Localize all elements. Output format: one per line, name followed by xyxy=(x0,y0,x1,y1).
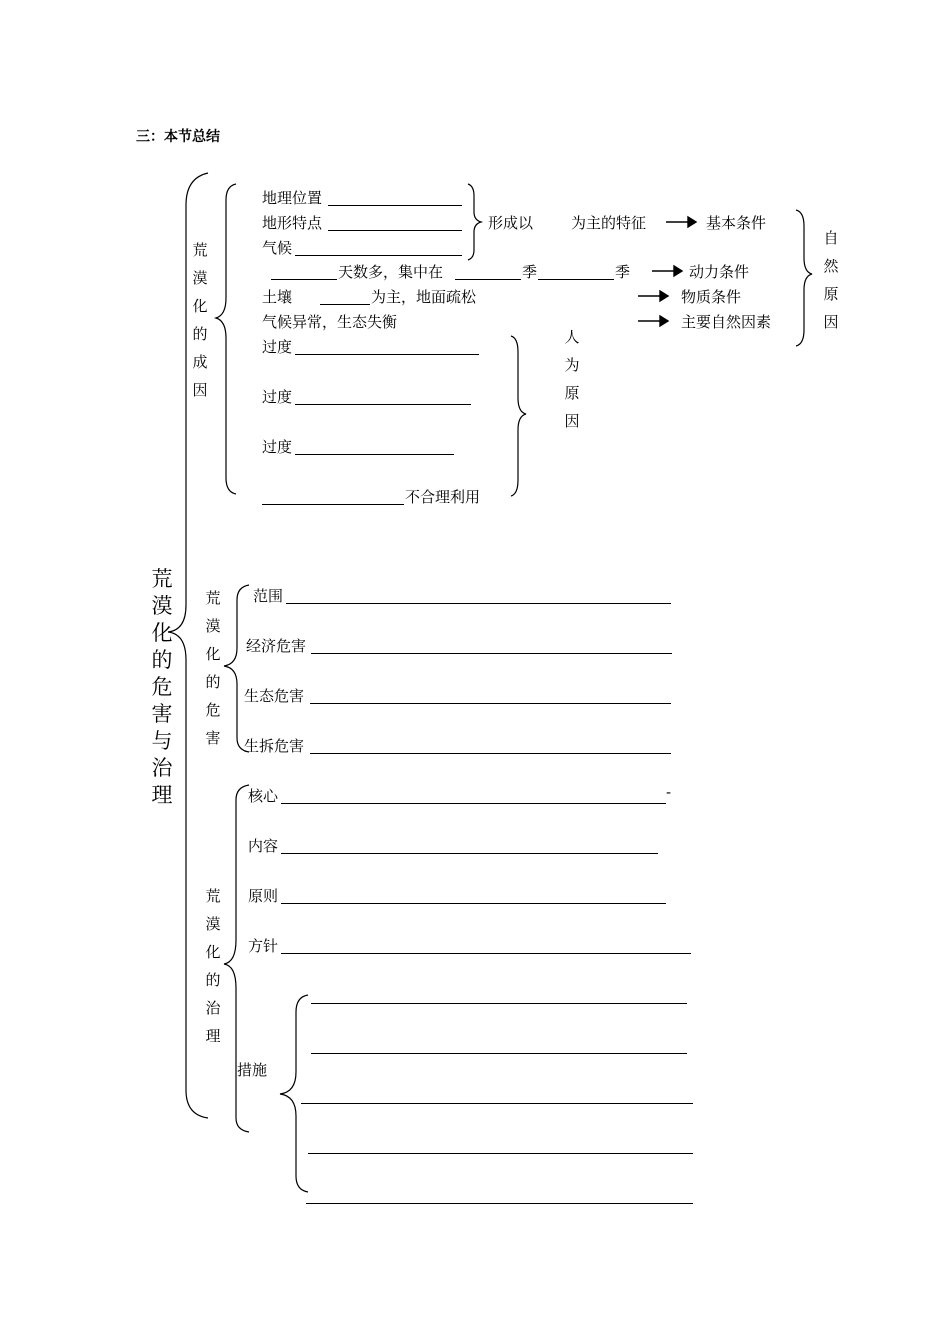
soil-blank[interactable] xyxy=(320,304,370,305)
form-prefix: 形成以 xyxy=(488,214,534,232)
treatment-policy-blank[interactable] xyxy=(281,953,691,954)
terrain-label: 地形特点 xyxy=(262,214,323,232)
hazards-vertical-title: 荒漠化的危害 xyxy=(205,589,221,747)
hazard-ecological-blank[interactable] xyxy=(310,703,671,704)
hazard-item-economic: 经济危害 xyxy=(246,637,307,655)
treatment-vertical-title: 荒漠化的治理 xyxy=(205,887,221,1045)
treatment-brace xyxy=(224,785,249,1132)
climate-label: 气候 xyxy=(262,239,293,257)
measure-blank-4[interactable] xyxy=(308,1153,693,1154)
measure-blank-1[interactable] xyxy=(311,1003,687,1004)
wind-days-text: 天数多，集中在 xyxy=(338,263,444,281)
measure-blank-3[interactable] xyxy=(301,1103,693,1104)
treatment-item-policy: 方针 xyxy=(248,937,279,955)
geo-location-blank[interactable] xyxy=(328,205,462,206)
measure-blank-2[interactable] xyxy=(311,1053,687,1054)
human-cause-vertical-label: 人为原因 xyxy=(564,328,580,430)
human-cause-brace xyxy=(511,336,526,496)
overuse-2-blank[interactable] xyxy=(295,404,471,405)
overuse-1-blank[interactable] xyxy=(295,354,479,355)
hazard-item-scope: 范围 xyxy=(253,587,284,605)
natural-cause-brace xyxy=(796,210,812,346)
arrow-2-head xyxy=(674,266,682,276)
hazards-brace xyxy=(224,585,249,752)
season1-label: 季 xyxy=(522,263,538,281)
climate-abnormal-text: 气候异常，生态失衡 xyxy=(262,313,398,331)
natural-features-brace xyxy=(468,184,481,260)
causes-vertical-title: 荒漠化的成因 xyxy=(192,241,208,399)
section-heading: 三：本节总结 xyxy=(136,129,220,145)
hazard-item-ecological: 生态危害 xyxy=(244,687,305,705)
measure-blank-5[interactable] xyxy=(306,1203,693,1204)
arrow-3-head xyxy=(660,291,668,301)
overuse-3-blank[interactable] xyxy=(295,454,454,455)
hazard-scope-blank[interactable] xyxy=(286,603,671,604)
treatment-item-core: 核心 xyxy=(248,787,279,805)
hazard-economic-blank[interactable] xyxy=(311,653,672,654)
hazard-item-demolition: 生拆危害 xyxy=(244,737,305,755)
hazard-demolition-blank[interactable] xyxy=(310,753,671,754)
treatment-principle-blank[interactable] xyxy=(281,903,666,904)
overuse-1-label: 过度 xyxy=(262,338,293,356)
trailing-mark: - xyxy=(666,783,672,801)
overuse-2-label: 过度 xyxy=(262,388,293,406)
misuse-blank[interactable] xyxy=(262,504,404,505)
treatment-item-principle: 原则 xyxy=(248,887,279,905)
misuse-text: 不合理利用 xyxy=(405,488,481,506)
climate-blank[interactable] xyxy=(295,255,462,256)
treatment-core-blank[interactable] xyxy=(281,803,666,804)
measures-label: 措施 xyxy=(237,1061,268,1079)
result-main-natural-factor: 主要自然因素 xyxy=(681,313,772,331)
natural-cause-vertical-label: 自然原因 xyxy=(823,229,839,331)
terrain-blank[interactable] xyxy=(328,230,462,231)
arrow-4-head xyxy=(660,316,668,326)
result-basic-condition: 基本条件 xyxy=(706,214,767,232)
soil-label: 土壤 xyxy=(262,288,293,306)
season1-blank[interactable] xyxy=(455,279,521,280)
soil-desc: 为主，地面疏松 xyxy=(371,288,477,306)
overuse-3-label: 过度 xyxy=(262,438,293,456)
main-vertical-title: 荒漠化的危害与治理 xyxy=(151,567,173,807)
treatment-item-content: 内容 xyxy=(248,837,279,855)
season2-blank[interactable] xyxy=(538,279,614,280)
causes-brace xyxy=(216,184,236,494)
form-suffix: 为主的特征 xyxy=(571,214,647,232)
wind-blank[interactable] xyxy=(271,279,337,280)
measures-brace xyxy=(280,995,308,1192)
treatment-content-blank[interactable] xyxy=(281,853,658,854)
result-material-condition: 物质条件 xyxy=(681,288,742,306)
arrow-1-head xyxy=(688,217,696,227)
result-dynamic-condition: 动力条件 xyxy=(689,263,750,281)
geo-location-label: 地理位置 xyxy=(262,189,323,207)
season2-label: 季 xyxy=(615,263,631,281)
